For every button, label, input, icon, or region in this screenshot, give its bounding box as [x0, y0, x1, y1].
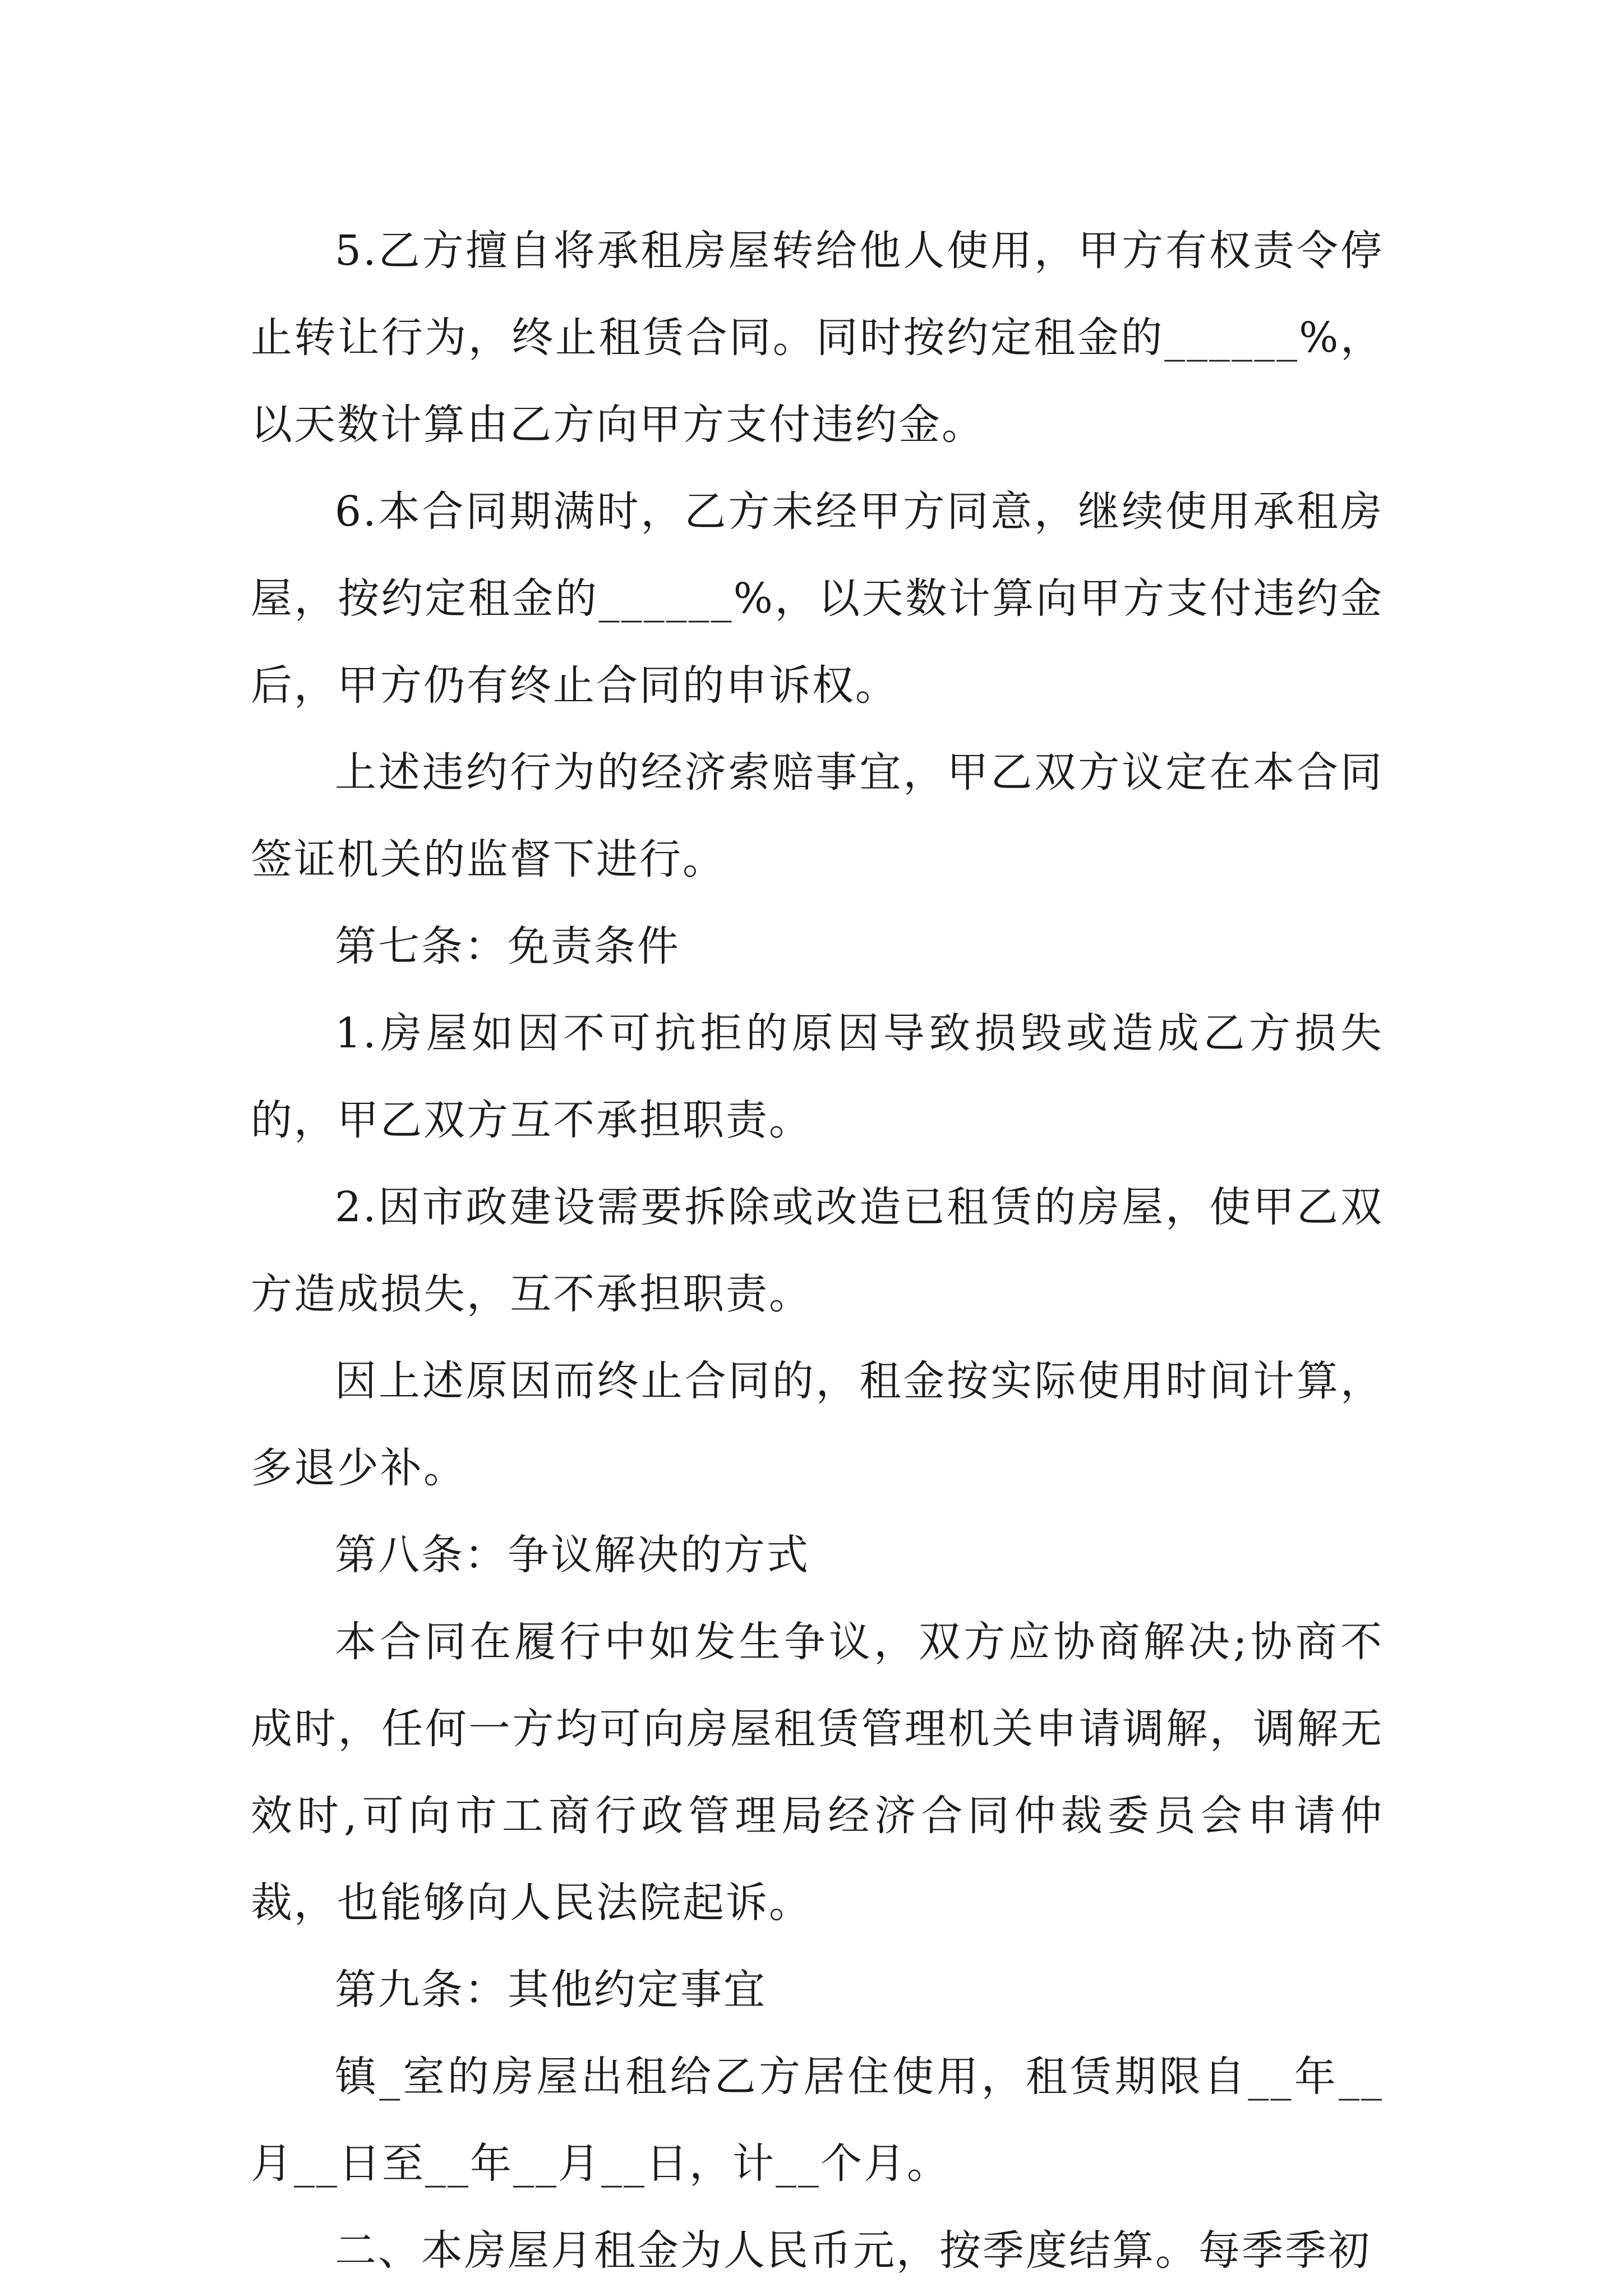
clause-paragraph: 本合同在履行中如发生争议，双方应协商解决;协商不成时，任何一方均可向房屋租赁管理机关申请调解，调解无效时,可向市工商行政管理局经济合同仲裁委员会申请仲裁，也能够向人民法院起诉。 — [251, 1618, 1384, 1927]
clause-paragraph: 5.乙方擅自将承租房屋转给他人使用，甲方有权责令停止转让行为，终止租赁合同。同时按约定租金的______%，以天数计算由乙方向甲方支付违约金。 — [251, 227, 1384, 449]
clause-paragraph: 2.因市政建设需要拆除或改造已租赁的房屋，使甲乙双方造成损失，互不承担职责。 — [251, 1183, 1384, 1318]
clause-paragraph: 1.房屋如因不可抗拒的原因导致损毁或造成乙方损失的，甲乙双方互不承担职责。 — [251, 1009, 1384, 1144]
section-heading: 第八条：争议解决的方式 — [335, 1531, 810, 1579]
clause-paragraph: 上述违约行为的经济索赔事宜，甲乙双方议定在本合同签证机关的监督下进行。 — [251, 748, 1384, 884]
clause-paragraph: 因上述原因而终止合同的，租金按实际使用时间计算，多退少补。 — [251, 1357, 1384, 1492]
document-body — [251, 208, 1384, 2294]
clause-paragraph: 镇_室的房屋出租给乙方居住使用，租赁期限自__年__月__日至__年__月__日，计__个月。 — [251, 2053, 1384, 2188]
section-heading: 第九条：其他约定事宜 — [335, 1966, 767, 2014]
clause-paragraph: 二、本房屋月租金为人民币元，按季度结算。每季季初 — [335, 2226, 1371, 2275]
clause-paragraph: 6.本合同期满时，乙方未经甲方同意，继续使用承租房屋，按约定租金的______%，以天数计算向甲方支付违约金后，甲方仍有终止合同的申诉权。 — [251, 487, 1384, 710]
section-heading: 第七条：免责条件 — [335, 922, 680, 970]
